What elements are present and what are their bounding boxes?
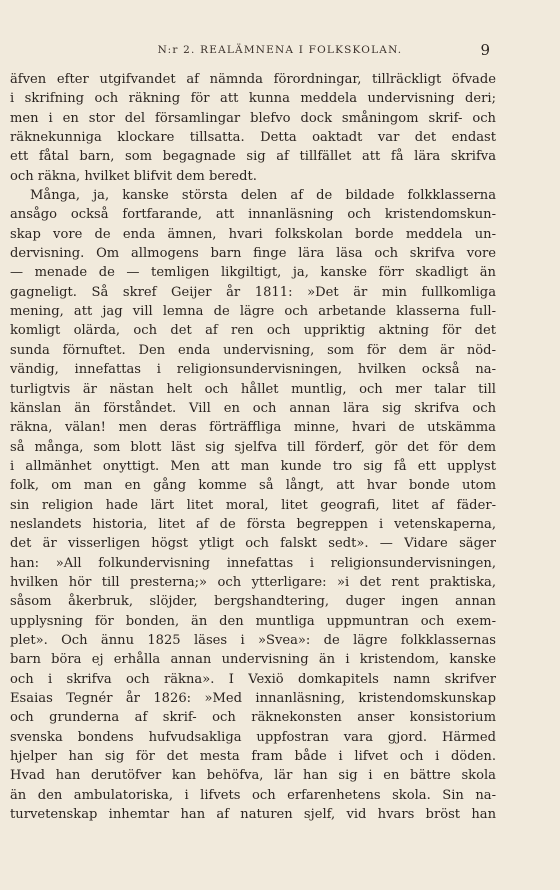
running-head <box>0 41 560 64</box>
text-line: i skrifning och räkning för att kunna meddela undervisning deri; <box>10 91 496 107</box>
body-text <box>10 70 496 824</box>
text-line: och i skrifva och räkna». I Vexiö domkapitels namn skrifver <box>10 671 496 687</box>
text-line: känslan än förståndet. Vill en och annan lära sig skrifva och <box>10 400 496 416</box>
text-line: gagneligt. Så skref Geijer år 1811: »Det är min fullkomliga <box>10 284 496 300</box>
page-number: 9 <box>480 41 490 59</box>
text-line: men i en stor del församlingar blefvo dock småningom skrif- och <box>10 110 496 126</box>
text-line: folk, om man en gång komme så långt, att hvar bonde utom <box>10 478 496 494</box>
text-line: skap vore de enda ämnen, hvari folkskolan borde meddela un- <box>10 226 496 242</box>
text-line: mening, att jag vill lemna de lägre och arbetande klasserna full- <box>10 304 496 320</box>
text-line: Esaias Tegnér år 1826: »Med innanläsning, kristendomskunskap <box>10 691 496 706</box>
text-line: ett fåtal barn, som begagnade sig af tillfället att få lära skrifva <box>10 149 496 165</box>
text-line: i allmänhet onyttigt. Men att man kunde tro sig få ett upplyst <box>10 458 496 474</box>
text-line: räknekunniga klockare tillsatta. Detta oaktadt var det endast <box>10 130 496 146</box>
text-line: turvetenskap inhemtar han af naturen sjelf, vid hvars bröst han <box>10 807 496 823</box>
text-line: komligt olärda, och det af ren och uppriktig aktning för det <box>10 323 496 339</box>
text-line: så många, som blott läst sig sjelfva till förderf, gör det för dem <box>10 439 496 455</box>
text-line: dervisning. Om allmogens barn finge lära läsa och skrifva vore <box>10 246 496 262</box>
text-line: och räkna, hvilket blifvit dem beredt. <box>10 168 257 184</box>
running-title: N:r 2. REALÄMNENA I FOLKSKOLAN. <box>157 44 403 56</box>
text-line: svenska bondens hufvudsakliga uppfostran vara gjord. Härmed <box>10 729 496 745</box>
text-line: sin religion hade lärt litet moral, litet geografi, litet af fäder- <box>10 497 496 513</box>
text-line: vändig, innefattas i religionsundervisningen, hvilken också na- <box>10 362 496 378</box>
text-line: räkna, välan! men deras förträffliga minne, hvari de utskämma <box>10 420 496 436</box>
text-line: Hvad han derutöfver kan behöfva, lär han sig i en bättre skola <box>10 768 496 784</box>
text-line: hjelper han sig för det mesta fram både i lifvet och i döden. <box>10 749 496 765</box>
text-line: såsom åkerbruk, slöjder, bergshandtering, duger ingen annan <box>10 594 496 610</box>
text-line: upplysning för bonden, än den muntliga uppmuntran och exem- <box>10 613 496 629</box>
text-line: neslandets historia, litet af de första begreppen i vetenskaperna, <box>10 516 496 532</box>
text-line: han: »All folkundervisning innefattas i religionsundervisningen, <box>10 555 496 571</box>
text-line: plet». Och ännu 1825 läses i »Svea»: de lägre folkklassernas <box>10 632 496 648</box>
text-line: sunda förnuftet. Den enda undervisning, som för dem är nöd- <box>10 342 496 358</box>
text-line: ansågo också fortfarande, att innanläsning och kristendomskun- <box>10 207 496 223</box>
text-line: än den ambulatoriska, i lifvets och erfarenhetens skola. Sin na- <box>10 787 496 803</box>
text-line: och grunderna af skrif- och räknekonsten anser konsistorium <box>10 710 496 726</box>
text-line: barn böra ej erhålla annan undervisning än i kristendom, kanske <box>10 652 496 668</box>
text-line: — menade de — temligen likgiltigt, ja, kanske förr skadligt än <box>10 265 496 281</box>
text-line: äfven efter utgifvandet af nämnda förordningar, tillräckligt öfvade <box>10 72 496 87</box>
text-line: turligtvis är nästan helt och hållet muntlig, och mer talar till <box>10 381 496 397</box>
text-line: hvilken hör till presterna;» och ytterligare: »i det rent praktiska, <box>10 574 496 590</box>
text-line: Många, ja, kanske största delen af de bildade folkklasserna <box>30 188 496 204</box>
text-line: det är visserligen högst ytligt och falskt sedt». — Vidare säger <box>10 536 496 552</box>
